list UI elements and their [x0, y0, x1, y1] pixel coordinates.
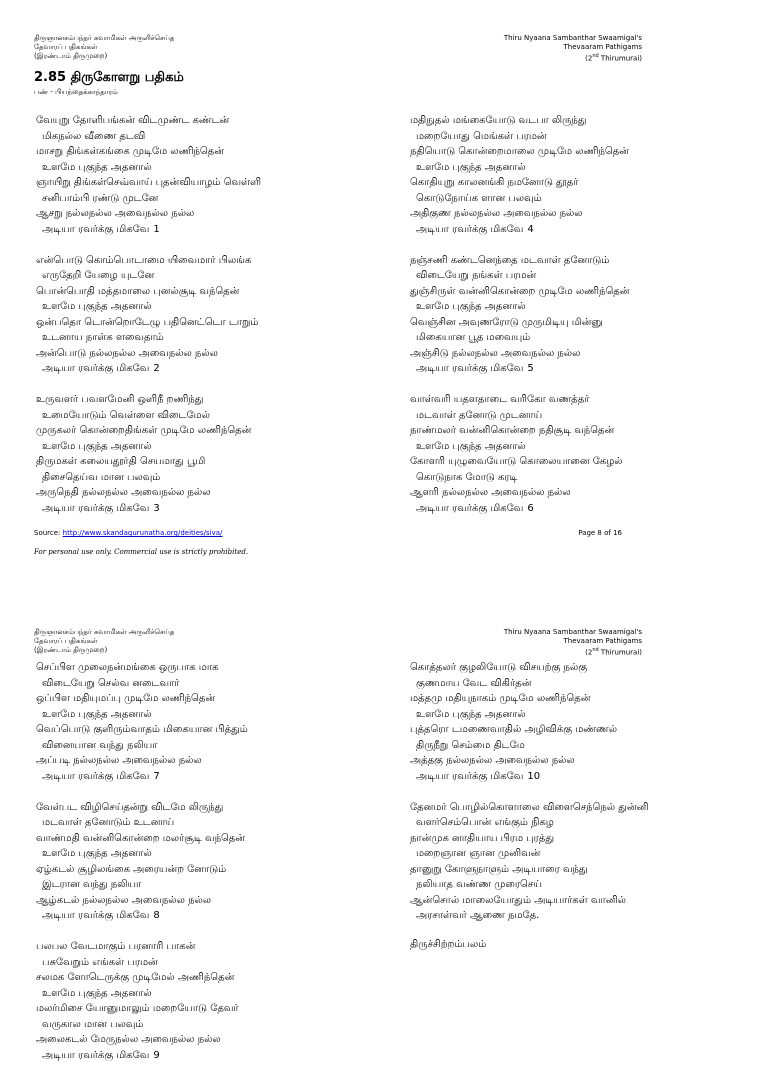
verse-line: [36, 691, 366, 707]
verse: [410, 253, 740, 377]
source-label: Source:: [34, 529, 61, 537]
verse-line: [410, 501, 740, 517]
verse-line-text: ஆழ்கடல் நல்லநல்ல அவைநல்ல நல்ல: [36, 894, 212, 906]
verse-line: [410, 299, 740, 315]
verse-line-text: அடியா ரவர்க்கு மிகவே: [42, 910, 150, 921]
verse: [36, 392, 366, 516]
verse-line: [36, 846, 366, 862]
verse-line-text: மிகையான பூத மவையும்: [416, 332, 531, 343]
verse-line-text: விடையேறு செல்வ னடைவார்: [42, 677, 180, 689]
verse-line: [410, 268, 740, 284]
verse-line-text: கொதியுறு காலனங்கி நமனோடு தூதர்: [410, 177, 579, 188]
verse-line: [36, 862, 366, 878]
verse-line: [410, 815, 740, 831]
verse-line-text: அருநெதி நல்லநல்ல அவைநல்ல நல்ல: [36, 487, 211, 498]
verse: [410, 113, 740, 237]
verse-number: 2: [153, 363, 160, 374]
verse-line: [36, 439, 366, 455]
verse-line-text: பசுவேறும் எங்கள் பரமன்: [42, 956, 158, 968]
verse-line: [36, 908, 366, 924]
verse-line-text: உளமே புகுந்த அதனால்: [42, 987, 152, 999]
verse-line-text: அடியா ரவர்க்கு மிகவே: [42, 363, 150, 374]
verse-line-text: அடியா ரவர்க்கு மிகவே: [42, 770, 150, 782]
header-left: [34, 34, 174, 61]
verse-line-text: அன்பொடு நல்லநல்ல அவைநல்ல நல்ல: [36, 347, 218, 359]
verse-line-text: உளமே புகுந்த அதனால்: [416, 301, 526, 312]
verse-line-text: வாண்மதி வன்னிகொன்றை மலர்சூடி வந்தென்: [36, 832, 245, 844]
closing-line: திருச்சிற்றம்பலம்: [410, 939, 487, 950]
verse-line-text: ஆளரி நல்லநல்ல அவைநல்ல நல்ல: [410, 487, 571, 498]
header-right: [504, 628, 642, 657]
verse-line: [410, 769, 740, 785]
verse-line-text: புத்தரொ டமணைவாதில் அழிவிக்கு மண்ணல்: [410, 724, 618, 735]
verse-number: 8: [153, 910, 160, 921]
verse-line-text: மலர்மிசை யோனுமாலும் மறையோடு தேவர்: [36, 1003, 239, 1014]
verse-line: [410, 877, 740, 893]
header-left-line: தேவாரப் பதிகங்கள்: [34, 43, 98, 51]
verse-line-text: மறையோது மெங்கள் பரமன்: [416, 130, 547, 142]
verse-line: [36, 1048, 366, 1064]
verse-line-text: சனிபாம்பி ரண்டு முடனே: [42, 192, 159, 204]
verse-line-text: அத்தகு நல்லநல்ல அவைநல்ல நல்ல: [410, 755, 575, 766]
verse-line: [36, 222, 366, 238]
verse-line-text: ஒன்பதொ டொன்றொடேழு பதினெட்டொ டாறும்: [36, 316, 259, 328]
header-right-line: Thiru Nyaana Sambanthar Swaamigal's: [503, 628, 642, 636]
verse-line: [36, 986, 366, 1002]
verse-line-text: திசைதெய்வ மான பலவும்: [42, 471, 161, 483]
verse-line: [410, 175, 740, 191]
verse-line: [36, 160, 366, 176]
verse-line-text: ஞாயிறு திங்கள்செவ்வாய் புதன்வியாழம் வெள்ளி: [36, 177, 262, 188]
verse-line-text: ஒப்பிள மதியுமப்பு முடிமே லணிந்தென்: [36, 693, 216, 704]
verse-line-text: மிகநல்ல வீணை தடவி: [42, 130, 146, 142]
verse-line-text: வினையான வந்து நலியா: [42, 739, 158, 751]
verse-line: [36, 485, 366, 501]
verse-line: [410, 831, 740, 847]
verse-line-text: வெப்பொடு குளிரும்வாதம் மிகையான பித்தும்: [36, 724, 248, 735]
verse-line-text: உளமே புகுந்த அதனால்: [42, 301, 152, 312]
verse-number: 7: [153, 770, 160, 782]
verse-line-text: அடியா ரவர்க்கு மிகவே: [416, 363, 524, 374]
verse-line: [36, 423, 366, 439]
header-right-line: [504, 646, 642, 657]
verse-line-text: பலபல வேடமாகும் பரனாரி பாகன்: [36, 941, 196, 952]
verse-line: [36, 113, 366, 129]
verse-line: [410, 392, 740, 408]
verse-line-text: நலியாத வண்ண முரைசெய்: [416, 879, 542, 890]
verse-line: [36, 722, 366, 738]
verse-line: [36, 769, 366, 785]
verse-line-text: செப்பிள முலைநன்மங்கை ஒருபாக மாக: [36, 662, 219, 673]
verse-line-text: இடரான வந்து நலியா: [42, 879, 142, 890]
verse-line-text: உளமே புகுந்த அதனால்: [416, 440, 526, 452]
header-right-text: (2: [585, 54, 593, 63]
verse-line-text: கொடுநோய்க ளான பலவும்: [416, 192, 542, 204]
verse-line: [36, 206, 366, 222]
verse-line: [410, 753, 740, 769]
verse-line: [410, 284, 740, 300]
verse-line: [410, 330, 740, 346]
verse-line-text: ஆன்சொல் மாலையோதும் அடியார்கள் வானில்: [410, 894, 626, 906]
verse-line-text: கோளரி யுழுவையோடு கொலையானை கேழல்: [410, 456, 623, 467]
verse-line: [36, 268, 366, 284]
header-right-line: Thevaaram Pathigams: [563, 43, 642, 51]
verse-line-text: அலைகடல் மேருநல்ல அவைநல்ல நல்ல: [36, 1034, 221, 1045]
verse-line-text: அடியா ரவர்க்கு மிகவே: [416, 770, 524, 782]
verse-line: [36, 361, 366, 377]
verse-line: [36, 330, 366, 346]
verse-line-text: தேனமர் பொழில்கொளாலை விளைசெந்நெல் துன்னி: [410, 801, 649, 813]
verse-line-text: நான்முக னாதியாய பிரம புரத்து: [410, 832, 554, 844]
verse-line-text: அரசாள்வர் ஆணை நமதே.: [416, 910, 540, 921]
verse-line: [410, 423, 740, 439]
verse-line-text: ஆசறு நல்லநல்ல அவைநல்ல நல்ல: [36, 208, 195, 219]
verse-line: [410, 470, 740, 486]
verse-line: [410, 722, 740, 738]
verse-line: [36, 753, 366, 769]
header-right-line: Thevaaram Pathigams: [563, 637, 642, 645]
verse-line-text: தானுறு கோளுநாளும் அடியாரை வந்து: [410, 863, 588, 875]
verse-line: [410, 800, 740, 816]
verse-line-text: எருதேறி யேழை யுடனே: [42, 270, 155, 281]
verse: [410, 392, 740, 516]
verse-line: [36, 660, 366, 676]
header-right-line: [504, 52, 642, 63]
right-column-page1: [410, 113, 740, 532]
header-right-sup: nd: [592, 647, 599, 653]
verse-line: [410, 253, 740, 269]
page-number: Page 8 of 16: [578, 529, 622, 537]
verse: [36, 800, 366, 924]
verse-line: [410, 113, 740, 129]
verse-line: [36, 800, 366, 816]
verse: [36, 939, 366, 1063]
verse-line: [36, 470, 366, 486]
verse-line: [410, 862, 740, 878]
verse-line-text: மதிநுதல் மங்கையோடு வடபா லிருந்து: [410, 115, 587, 126]
verse: [36, 253, 366, 377]
verse-line-text: மடவாள் தனோடு முடனாய்: [416, 409, 543, 421]
verse-line: [36, 877, 366, 893]
verse-line-text: அஞ்சிடு நல்லநல்ல அவைநல்ல நல்ல: [410, 347, 581, 359]
verse-line-text: உளமே புகுந்த அதனால்: [416, 161, 526, 173]
verse-line: [36, 408, 366, 424]
verse-line: [410, 846, 740, 862]
verse-number: 1: [153, 223, 160, 235]
pathigam-title: 2.85 திருகோளறு பதிகம்: [34, 70, 184, 85]
verse-line-text: வாள்வரி யதளதாடை வரிகோ வணத்தர்: [410, 394, 590, 405]
verse-line: [36, 129, 366, 145]
verse-line: [36, 939, 366, 955]
verse-line: [410, 707, 740, 723]
verse-line-text: வருகால மான பலவும்: [42, 1018, 144, 1030]
verse-line: [410, 222, 740, 238]
verse-line: [410, 439, 740, 455]
verse-number: 9: [153, 1049, 160, 1061]
verse: [36, 113, 366, 237]
header-left: [34, 628, 174, 655]
verse-line-text: நதியொடு கொன்றைமாலை முடிமே லணிந்தென்: [410, 146, 629, 157]
verse-line-text: முருகலர் கொன்றைதிங்கள் முடிமே லணிந்தென்: [36, 425, 252, 436]
verse-line: [36, 284, 366, 300]
verse-line-text: அதிகுண நல்லநல்ல அவைநல்ல நல்ல: [410, 208, 583, 219]
pann-label: பண் - பியந்தைக்காந்தாரம்: [34, 88, 118, 96]
verse-line-text: குணமாய வேட விகிர்தன்: [416, 677, 532, 689]
verse-line-text: உளமே புகுந்த அதனால்: [42, 848, 152, 859]
verse-line: [36, 454, 366, 470]
verse-line: [36, 144, 366, 160]
verse-line: [36, 346, 366, 362]
verse-line-text: உளமே புகுந்த அதனால்: [42, 161, 152, 173]
verse-line-text: உளமே புகுந்த அதனால்: [416, 708, 526, 720]
verse-line-text: வேள்பட விழிசெய்தன்று விடமே லிருந்து: [36, 801, 224, 813]
left-column-page1: [36, 113, 366, 532]
verse-line-text: அடியா ரவர்க்கு மிகவே: [42, 223, 150, 235]
verse-line: [36, 315, 366, 331]
verse-line-text: என்பொடு கொம்பொடாமை யிவைமார் பிலங்க: [36, 254, 252, 266]
verse-line-text: அப்படி நல்லநல்ல அவைநல்ல நல்ல: [36, 755, 202, 766]
verse-line: [36, 955, 366, 971]
verse-line-text: ஏழ்கடல் சூழிலங்கை அரையன்ற னோடும்: [36, 863, 227, 875]
verse: [36, 660, 366, 784]
header-right-text: Thirumurai): [598, 54, 642, 63]
verse-line: [410, 485, 740, 501]
verse: [410, 800, 740, 924]
verse-line: [36, 191, 366, 207]
verse-line-text: உளமே புகுந்த அதனால்: [42, 708, 152, 720]
verse-line-text: கொத்தலர் குழலியோடு விசயற்கு நல்கு: [410, 662, 588, 673]
verse-line: [36, 970, 366, 986]
footer-source: [34, 529, 222, 537]
verse-line-text: நாண்மலர் வன்னிகொன்றை நதிசூடி வந்தென்: [410, 425, 615, 436]
verse-line-text: உமையோடும் வெள்ளை விடைமேல்: [42, 409, 210, 421]
header-left-line: தேவாரப் பதிகங்கள்: [34, 637, 98, 645]
verse-line: [36, 1032, 366, 1048]
verse-line: [410, 676, 740, 692]
verse-line-text: திருநீறு செம்மை திடமே: [416, 739, 525, 751]
verse-line-text: அடியா ரவர்க்கு மிகவே: [416, 502, 524, 514]
header-right-text: (2: [585, 648, 593, 657]
header-left-line: திருஞானசம்பந்தர் சுவாமிகள் அருளிச்செய்த: [34, 628, 175, 636]
verse-line: [410, 454, 740, 470]
verse-line-text: மடவாள் தனோடும் உடனாய்: [42, 817, 175, 828]
verse-line-text: அடியா ரவர்க்கு மிகவே: [416, 223, 524, 235]
verse-line: [410, 129, 740, 145]
verse-line-text: மத்தமு மதியுநாகம் முடிமே லணிந்தென்: [410, 693, 591, 704]
verse-number: 6: [527, 502, 534, 514]
verse-line-text: நஞ்சணி கண்டனெந்தை மடவாள் தனோடும்: [410, 254, 610, 266]
verse-line: [36, 815, 366, 831]
verse-line: [36, 501, 366, 517]
right-column-page2: [410, 660, 740, 951]
verse-line: [36, 299, 366, 315]
verse-line: [36, 392, 366, 408]
verse-line: [410, 160, 740, 176]
verse-line: [410, 144, 740, 160]
verse-number: 4: [527, 223, 534, 235]
verse-line-text: பொன்பொதி மத்தமாலை புனல்சூடி வந்தென்: [36, 285, 240, 297]
verse-number: 3: [153, 502, 160, 514]
verse-line-text: சலமக ளோடெருக்கு முடிமேல் அணிந்தென்: [36, 972, 235, 983]
verse-line: [36, 831, 366, 847]
verse-line: [410, 908, 740, 924]
verse-line-text: திருமகள் கலையதூர்தி செயமாது பூமி: [36, 456, 206, 467]
verse-line: [36, 175, 366, 191]
header-right-sup: nd: [592, 53, 599, 59]
verse-line-text: துஞ்சிருள் வன்னிகொன்றை முடிமே லணிந்தென்: [410, 285, 630, 297]
verse-line-text: அடியா ரவர்க்கு மிகவே: [42, 502, 150, 514]
verse-line-text: உருவளர் பவளமேனி ஒளிநீ றணிந்து: [36, 394, 204, 405]
verse-line: [36, 1001, 366, 1017]
verse-number: 5: [527, 363, 534, 374]
verse-line: [410, 408, 740, 424]
header-right: [504, 34, 642, 63]
verse-line-text: வெஞ்சின அவுணரோடு முருமிடியு மின்னு: [410, 316, 603, 328]
verse-line: [36, 893, 366, 909]
verse-line: [410, 206, 740, 222]
verse-line-text: அடியா ரவர்க்கு மிகவே: [42, 1049, 150, 1061]
header-left-line: (இரண்டாம் திருமுறை): [34, 52, 108, 60]
verse-line: [410, 361, 740, 377]
verse-line: [410, 691, 740, 707]
verse-line: [36, 1017, 366, 1033]
verse-line: [36, 738, 366, 754]
left-column-page2: [36, 660, 366, 1079]
header-left-line: (இரண்டாம் திருமுறை): [34, 646, 108, 654]
verse-line: [36, 707, 366, 723]
verse-line: [410, 660, 740, 676]
verse-line: [410, 738, 740, 754]
verse: [410, 660, 740, 784]
verse-line-text: வளர்செம்பொன் எங்கும் நிகழ: [416, 817, 554, 828]
verse-line-text: மாசறு திங்கள்கங்கை முடிமே லணிந்தென்: [36, 146, 224, 157]
usage-note: For personal use only. Commercial use is strictly prohibited.: [34, 548, 249, 556]
verse-line-text: உளமே புகுந்த அதனால்: [42, 440, 152, 452]
verse-line: [36, 676, 366, 692]
document-page-9: [0, 580, 768, 1061]
verse-line-text: விடையேறு நங்கள் பரமன்: [416, 270, 537, 281]
verse-line-text: வேயுறு தோளிபங்கன் விடமுண்ட கண்டன்: [36, 115, 230, 126]
verse-line: [410, 315, 740, 331]
verse-line-text: உடனாய நாள்க ளவைதாம்: [42, 332, 164, 343]
verse-line-text: மறைஞான ஞான முனிவன்: [416, 848, 541, 859]
header-right-text: Thirumurai): [598, 648, 642, 657]
verse-line: [410, 346, 740, 362]
verse-number: 10: [527, 770, 541, 782]
source-link[interactable]: http://www.skandagurunatha.org/deities/siva/: [62, 529, 223, 537]
verse-line: [410, 893, 740, 909]
verse-line: [36, 253, 366, 269]
verse-line: [410, 191, 740, 207]
header-right-line: Thiru Nyaana Sambanthar Swaamigal's: [503, 34, 642, 42]
header-left-line: திருஞானசம்பந்தர் சுவாமிகள் அருளிச்செய்த: [34, 34, 175, 42]
verse-line-text: கொடுநாக மோடு கரடி: [416, 471, 518, 483]
